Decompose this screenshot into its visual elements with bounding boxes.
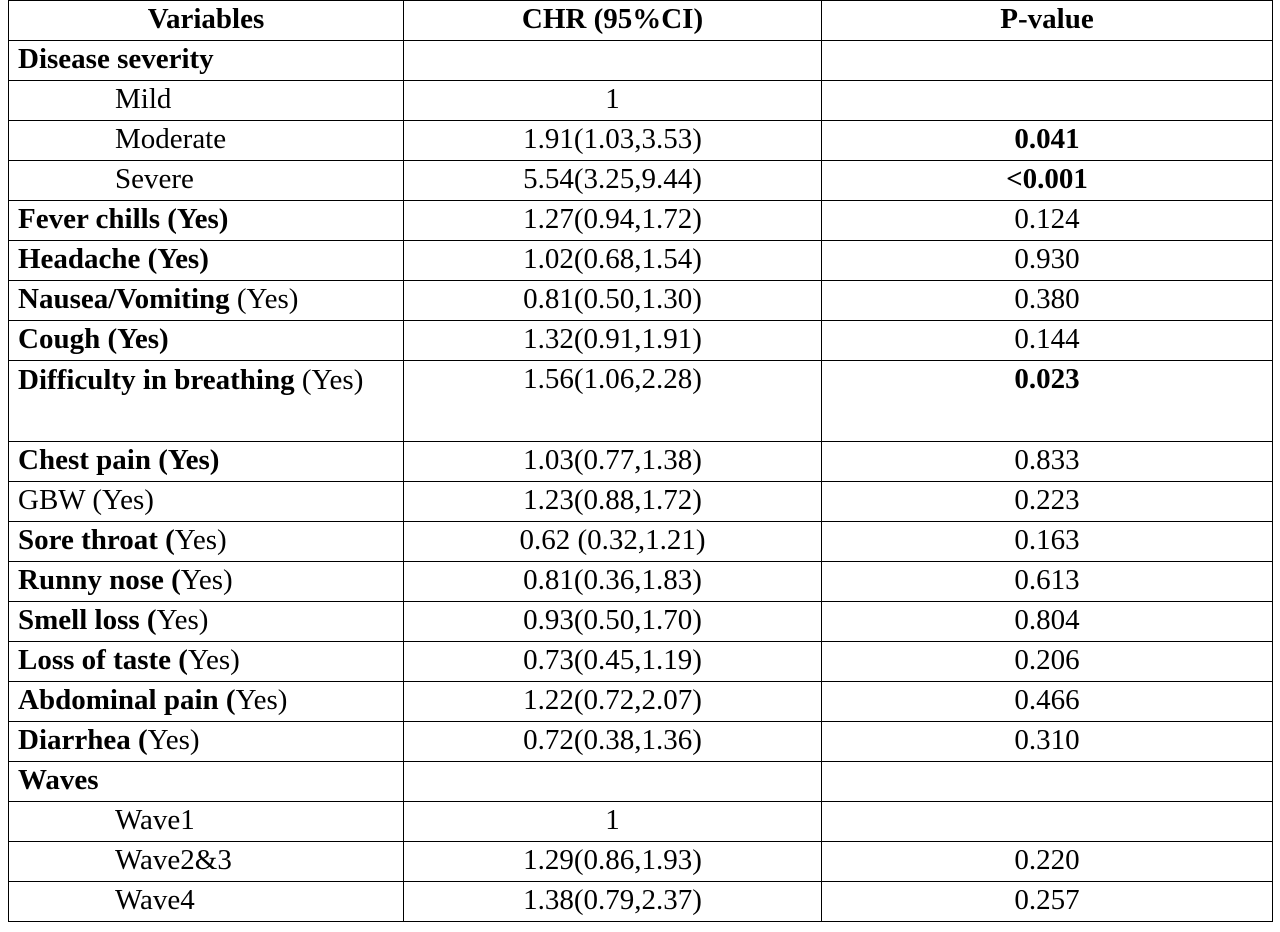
table-row-fever-chills — [9, 201, 1273, 241]
variable-label-bold: Loss of taste ( — [18, 644, 188, 676]
table-row-disease-severity — [9, 41, 1273, 81]
variable-label — [9, 281, 404, 321]
variable-label-normal: Yes) — [180, 564, 233, 596]
table-row-nausea-vomiting — [9, 281, 1273, 321]
chr-cell: 1.02(0.68,1.54) — [404, 241, 822, 281]
pvalue-cell: 0.257 — [822, 882, 1273, 922]
chr-cell: 1.27(0.94,1.72) — [404, 201, 822, 241]
variable-label-bold: Smell loss ( — [18, 604, 157, 636]
variable-label: Wave4 — [9, 882, 404, 922]
pvalue-cell — [822, 802, 1273, 842]
variable-label: Wave2&3 — [9, 842, 404, 882]
variable-label-bold: Runny nose ( — [18, 564, 181, 596]
table-row-abdominal-pain — [9, 682, 1273, 722]
variable-label-normal: Yes) — [156, 604, 209, 636]
chr-cell: 0.62 (0.32,1.21) — [404, 522, 822, 562]
variable-label-bold: Sore throat ( — [18, 524, 175, 556]
chr-cell: 1.22(0.72,2.07) — [404, 682, 822, 722]
variable-label: Moderate — [9, 121, 404, 161]
section-label-disease-severity: Disease severity — [9, 41, 404, 81]
pvalue-cell: 0.163 — [822, 522, 1273, 562]
chr-cell: 1 — [404, 81, 822, 121]
variable-label-bold: Difficulty in breathing — [18, 364, 295, 396]
table-row-diarrhea — [9, 722, 1273, 762]
table-row-smell-loss — [9, 602, 1273, 642]
variable-label: Wave1 — [9, 802, 404, 842]
pvalue-cell: 0.206 — [822, 642, 1273, 682]
pvalue-cell — [822, 41, 1273, 81]
chr-cell: 1.23(0.88,1.72) — [404, 482, 822, 522]
results-table — [8, 0, 1273, 922]
variable-label: Cough (Yes) — [9, 321, 404, 361]
pvalue-cell-significant: 0.023 — [822, 361, 1273, 442]
pvalue-cell: 0.466 — [822, 682, 1273, 722]
variable-label — [9, 562, 404, 602]
variable-label — [9, 642, 404, 682]
variable-label-normal: (Yes) — [301, 364, 364, 396]
pvalue-cell: 0.124 — [822, 201, 1273, 241]
pvalue-cell: 0.804 — [822, 602, 1273, 642]
variable-label-bold: Diarrhea ( — [18, 724, 148, 756]
pvalue-cell: 0.930 — [822, 241, 1273, 281]
variable-label-bold: Nausea/Vomiting — [18, 283, 237, 315]
table-row-waves — [9, 762, 1273, 802]
variable-label-normal: (Yes) — [236, 283, 299, 315]
variable-label — [9, 682, 404, 722]
chr-cell: 0.73(0.45,1.19) — [404, 642, 822, 682]
variable-label-normal: Yes) — [147, 724, 200, 756]
variable-label: Severe — [9, 161, 404, 201]
table-row-headache — [9, 241, 1273, 281]
pvalue-cell-significant: <0.001 — [822, 161, 1273, 201]
variable-label: GBW (Yes) — [9, 482, 404, 522]
table-row-wave4 — [9, 882, 1273, 922]
pvalue-cell: 0.144 — [822, 321, 1273, 361]
chr-cell — [404, 762, 822, 802]
variable-label-bold: Abdominal pain ( — [18, 684, 236, 716]
variable-label — [9, 602, 404, 642]
variable-label-normal: Yes) — [174, 524, 227, 556]
section-label-waves: Waves — [9, 762, 404, 802]
header-row — [9, 1, 1273, 41]
table-row-severe — [9, 161, 1273, 201]
pvalue-cell: 0.223 — [822, 482, 1273, 522]
chr-cell: 1.29(0.86,1.93) — [404, 842, 822, 882]
variable-label-normal: Yes) — [235, 684, 288, 716]
chr-cell: 1.91(1.03,3.53) — [404, 121, 822, 161]
table-row-cough — [9, 321, 1273, 361]
pvalue-cell — [822, 762, 1273, 802]
pvalue-cell: 0.220 — [822, 842, 1273, 882]
variable-label: Fever chills (Yes) — [9, 201, 404, 241]
header-variables: Variables — [9, 1, 404, 41]
pvalue-cell — [822, 81, 1273, 121]
pvalue-cell: 0.380 — [822, 281, 1273, 321]
chr-cell: 1.03(0.77,1.38) — [404, 442, 822, 482]
variable-label: Mild — [9, 81, 404, 121]
pvalue-cell-significant: 0.041 — [822, 121, 1273, 161]
chr-cell: 0.81(0.50,1.30) — [404, 281, 822, 321]
variable-label — [9, 361, 404, 442]
header-chr: CHR (95%CI) — [404, 1, 822, 41]
table-row-sore-throat — [9, 522, 1273, 562]
variable-label — [9, 722, 404, 762]
variable-label — [9, 522, 404, 562]
chr-cell — [404, 41, 822, 81]
table-row-gbw — [9, 482, 1273, 522]
variable-label: Chest pain (Yes) — [9, 442, 404, 482]
chr-cell: 0.93(0.50,1.70) — [404, 602, 822, 642]
table-row-difficulty-breathing — [9, 361, 1273, 442]
header-pvalue: P-value — [822, 1, 1273, 41]
table-row-moderate — [9, 121, 1273, 161]
variable-label-normal: Yes) — [187, 644, 240, 676]
table-row-wave2-3 — [9, 842, 1273, 882]
chr-cell: 1.38(0.79,2.37) — [404, 882, 822, 922]
table-row-mild — [9, 81, 1273, 121]
chr-cell: 1.32(0.91,1.91) — [404, 321, 822, 361]
chr-cell: 1.56(1.06,2.28) — [404, 361, 822, 442]
pvalue-cell: 0.310 — [822, 722, 1273, 762]
chr-cell: 0.72(0.38,1.36) — [404, 722, 822, 762]
table-row-chest-pain — [9, 442, 1273, 482]
pvalue-cell: 0.613 — [822, 562, 1273, 602]
table-row-wave1 — [9, 802, 1273, 842]
chr-cell: 0.81(0.36,1.83) — [404, 562, 822, 602]
table-row-runny-nose — [9, 562, 1273, 602]
table-row-loss-of-taste — [9, 642, 1273, 682]
variable-label: Headache (Yes) — [9, 241, 404, 281]
chr-cell: 1 — [404, 802, 822, 842]
chr-cell: 5.54(3.25,9.44) — [404, 161, 822, 201]
pvalue-cell: 0.833 — [822, 442, 1273, 482]
